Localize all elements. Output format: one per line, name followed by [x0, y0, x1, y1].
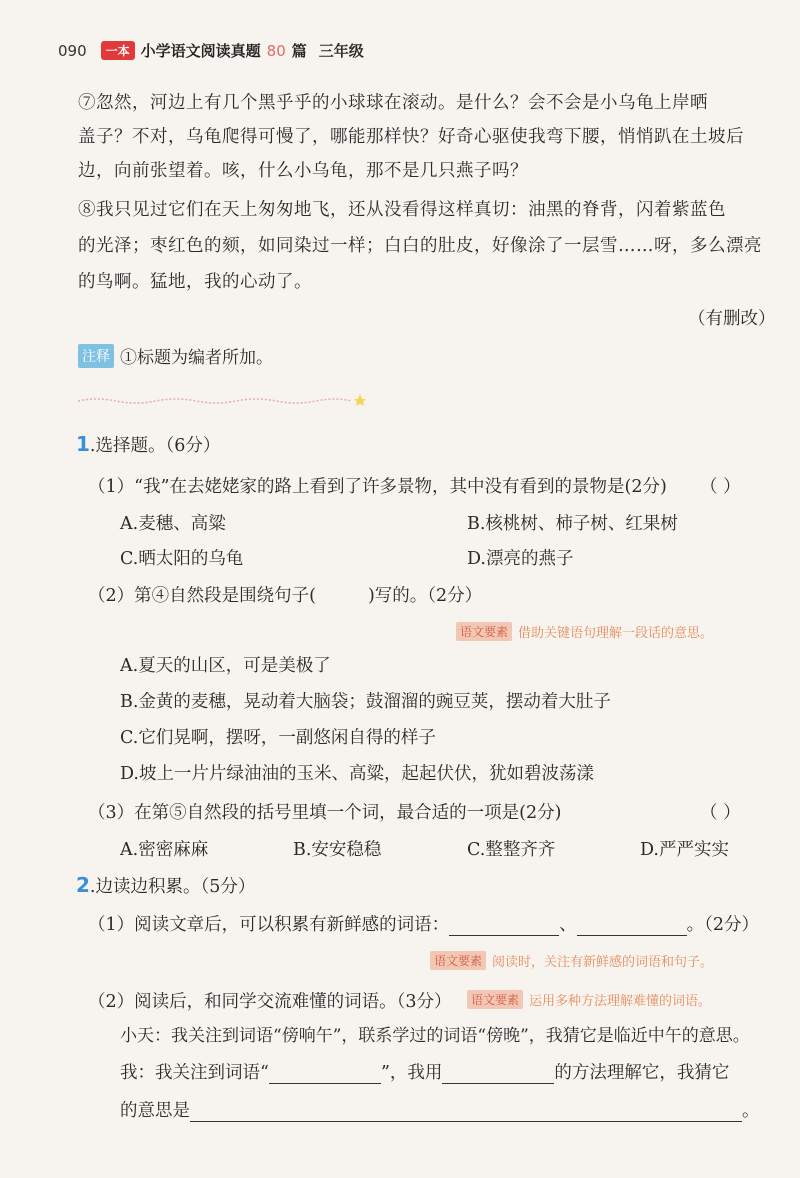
grade-label: 三年级 [318, 42, 364, 60]
q1-1-option-d[interactable]: D.漂亮的燕子 [467, 549, 574, 569]
q1-number: 1 [76, 432, 90, 456]
brand-badge: 一本 [101, 41, 135, 60]
annotation [78, 343, 273, 368]
q2-2-meaning-blank[interactable] [190, 1103, 742, 1122]
passage-line: 的鸟啊。猛地，我的心动了。 [78, 272, 312, 292]
q2-1-tag [430, 951, 713, 970]
q1-1-option-c[interactable]: C.晒太阳的乌龟 [120, 549, 244, 569]
q2-2-stem: （2）阅读后，和同学交流难懂的词语。（3分） [88, 992, 452, 1012]
q2-2-tag [467, 990, 711, 1009]
q1-2-tag [456, 622, 713, 641]
q1-3-option-b[interactable]: B.安安稳稳 [293, 840, 382, 860]
book-count: 80 [266, 41, 286, 60]
passage-line: ⑦忽然，河边上有几个黑乎乎的小球球在滚动。是什么？会不会是小乌龟上岸晒 [78, 93, 708, 113]
q2-number: 2 [76, 873, 90, 897]
q1-2-stem [88, 582, 482, 607]
passage-line: 的光泽；枣红色的颏，如同染过一样；白白的肚皮，好像涂了一层雪……呀，多么漂亮 [78, 236, 762, 256]
tag-badge: 语文要素 [467, 990, 523, 1009]
edited-note: （有删改） [688, 309, 776, 329]
tag-badge: 语文要素 [456, 622, 512, 641]
q1-3-option-a[interactable]: A.密密麻麻 [120, 840, 209, 860]
q1-2-option-d[interactable]: D.坡上一片片绿油油的玉米、高粱，起起伏伏，犹如碧波荡漾 [120, 764, 594, 784]
q1-3-answer-paren[interactable]: （ ） [700, 803, 741, 823]
q1-3-stem: （3）在第⑤自然段的括号里填一个词，最合适的一项是(2分) [88, 803, 562, 823]
passage-line: 边，向前张望着。咳，什么小乌龟，那不是几只燕子吗？ [78, 161, 528, 181]
q1-1-stem: （1）“我”在去姥姥家的路上看到了许多景物，其中没有看到的景物是(2分) [88, 477, 667, 497]
tag-text: 运用多种方法理解难懂的词语。 [529, 994, 712, 1009]
q2-title [76, 873, 255, 898]
star-divider [76, 393, 366, 407]
q2-title-text: .边读边积累。（5分） [89, 877, 256, 897]
q1-2-stem-a: （2）第④自然段是围绕句子( [88, 586, 316, 606]
tag-badge: 语文要素 [430, 951, 486, 970]
q2-2-method-blank[interactable] [442, 1065, 554, 1084]
q1-3-option-d[interactable]: D.严严实实 [640, 840, 729, 860]
annotation-text: ①标题为编者所加。 [120, 348, 273, 368]
q2-2-me-a: 我：我关注到词语“ [120, 1063, 269, 1083]
q1-1-option-a[interactable]: A.麦穗、高粱 [120, 514, 226, 534]
q2-2-me-c: 的方法理解它，我猜它 [554, 1063, 730, 1083]
tag-text: 阅读时，关注有新鲜感的词语和句子。 [492, 955, 714, 970]
book-title: 小学语文阅读真题 [140, 42, 261, 60]
q2-2-meaning-row [120, 1097, 760, 1122]
star-icon [354, 394, 366, 406]
q2-1-blank-2[interactable] [577, 917, 687, 936]
q2-1-blank-1[interactable] [449, 917, 559, 936]
q2-1-stem: （1）阅读文章后，可以积累有新鲜感的词语： [88, 915, 450, 935]
q2-2-me-b: ”，我用 [380, 1063, 443, 1083]
q1-3-option-c[interactable]: C.整整齐齐 [467, 840, 556, 860]
q2-2-me-end: 。 [742, 1101, 760, 1121]
q2-2-my-answer [120, 1059, 729, 1084]
q1-2-option-a[interactable]: A.夏天的山区，可是美极了 [120, 656, 331, 676]
q2-2-me-d: 的意思是 [120, 1101, 190, 1121]
q2-2-example: 小天：我关注到词语“傍响午”，联系学过的词语“傍晚”，我猜它是临近中午的意思。 [120, 1026, 750, 1046]
q2-2-word-blank[interactable] [269, 1065, 381, 1084]
q2-1-end: 。（2分） [686, 915, 760, 935]
q1-2-option-c[interactable]: C.它们晃啊，摆呀，一副悠闲自得的样子 [120, 728, 436, 748]
book-suffix: 篇 [291, 42, 307, 60]
q1-2-stem-b: )写的。（2分） [367, 586, 483, 606]
q2-1-sep: 、 [559, 915, 577, 935]
q1-title [76, 432, 220, 457]
annotation-badge: 注释 [78, 344, 114, 368]
passage-line: 盖子？不对，乌龟爬得可慢了，哪能那样快？好奇心驱使我弯下腰，悄悄趴在土坡后 [78, 127, 744, 147]
q2-1-row [88, 911, 759, 936]
tag-text: 借助关键语句理解一段话的意思。 [518, 626, 714, 641]
passage-line: ⑧我只见过它们在天上匆匆地飞，还从没看得这样真切：油黑的脊背，闪着紫蓝色 [78, 200, 726, 220]
page-header [58, 40, 364, 61]
q1-title-text: .选择题。（6分） [89, 436, 221, 456]
q1-1-option-b[interactable]: B.核桃树、柿子树、红果树 [467, 514, 678, 534]
q1-2-option-b[interactable]: B.金黄的麦穗，晃动着大脑袋；鼓溜溜的豌豆荚，摆动着大肚子 [120, 692, 611, 712]
q1-1-answer-paren[interactable]: （ ） [700, 477, 741, 497]
page-number: 090 [58, 41, 87, 60]
